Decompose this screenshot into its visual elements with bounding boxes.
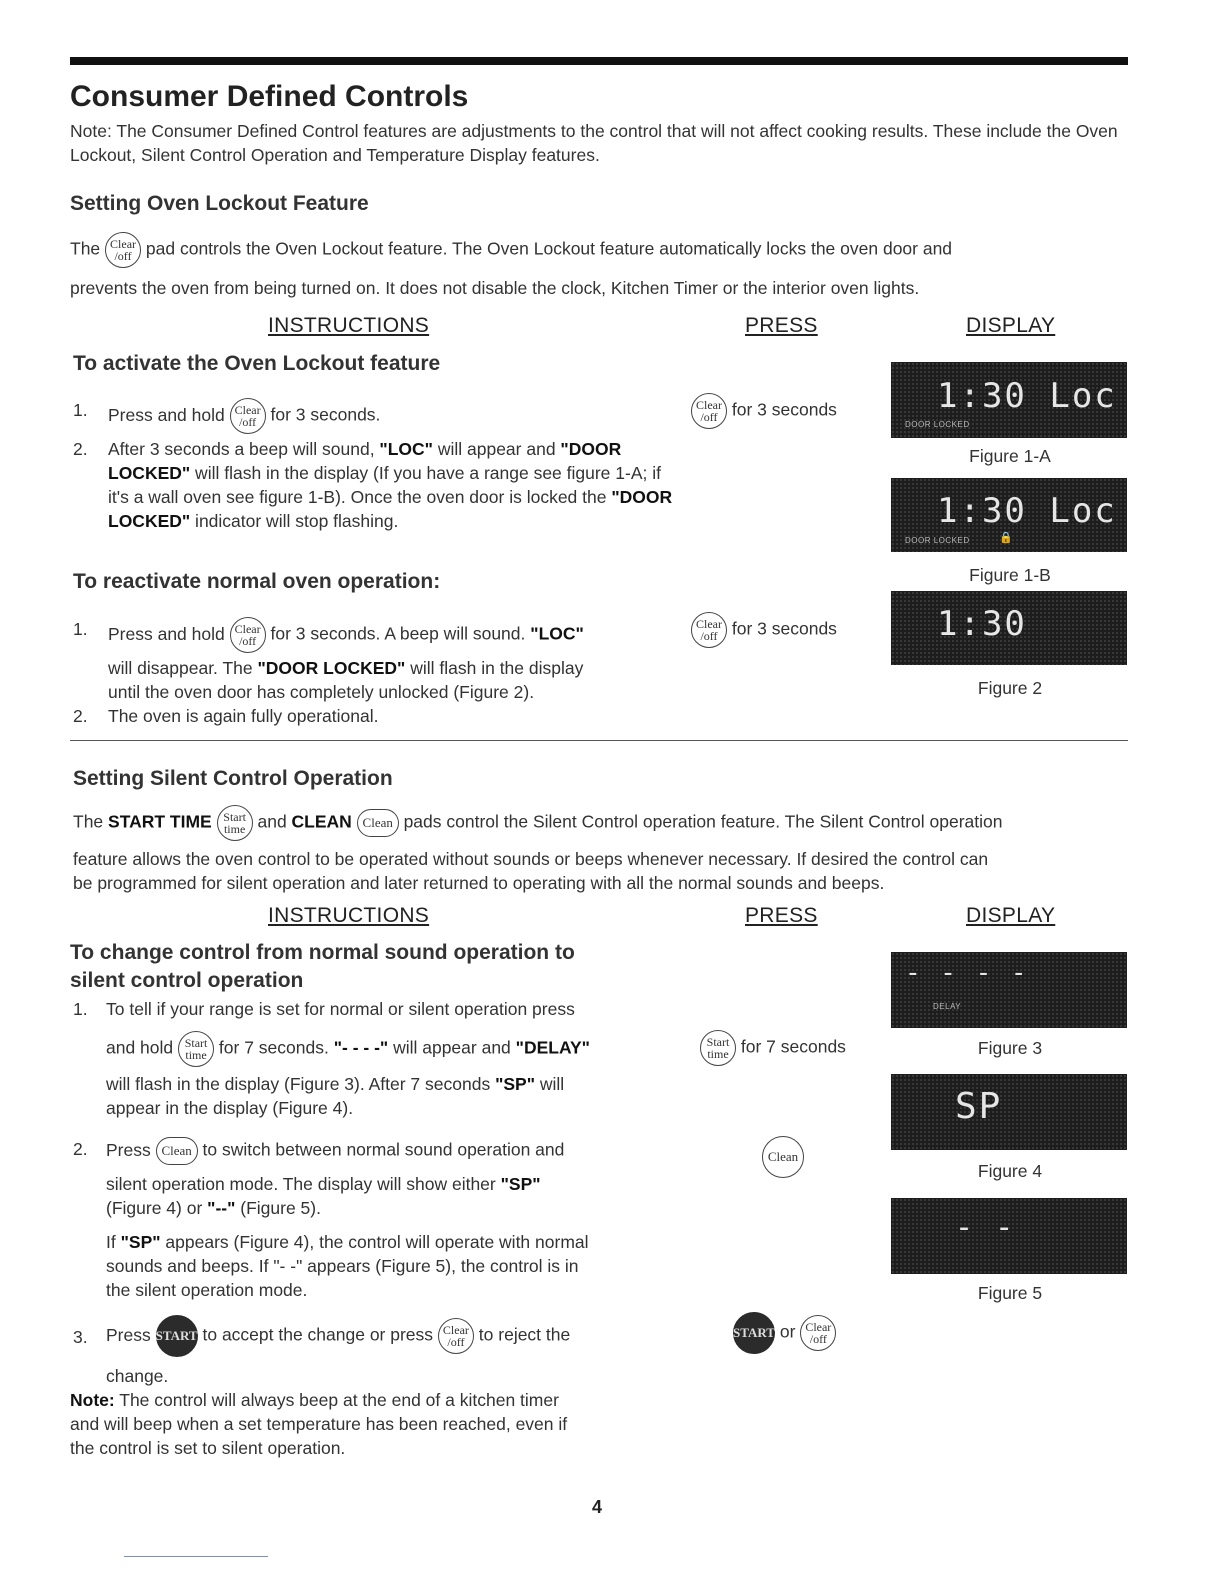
silent-step-2-if-line2: sounds and beeps. If "- -" appears (Figure 5), the control is in: [106, 1256, 579, 1276]
clean-pad-icon: Clean: [357, 809, 399, 837]
reactivate-step-2: 2. The oven is again fully operational.: [73, 706, 379, 726]
clean-pad-icon: Clean: [156, 1137, 198, 1165]
figure-4-caption: Figure 4: [977, 1161, 1043, 1181]
clear-off-pad-icon: Clear /off: [230, 617, 266, 653]
section1-para-line2: prevents the oven from being turned on. It does not disable the clock, Kitchen Timer or the interior oven lights.: [70, 278, 920, 298]
col-instructions-2: INSTRUCTIONS: [268, 904, 430, 927]
display-figure-5: - -: [891, 1198, 1127, 1274]
display-figure-1b: 1:30 Loc DOOR LOCKED 🔒: [891, 478, 1127, 552]
section2-para-line2: feature allows the oven control to be operated without sounds or beeps whenever necessary. If desired the control can: [73, 849, 989, 869]
reactivate-press: Clear /off for 3 seconds: [691, 612, 837, 648]
reactivate-step-1-line2: will disappear. The "DOOR LOCKED" will flash in the display: [108, 658, 584, 678]
start-time-pad-icon[interactable]: Start time: [700, 1030, 736, 1066]
silent-note-line3: the control is set to silent operation.: [70, 1438, 346, 1458]
top-rule: [70, 57, 1128, 65]
silent-step-1-line4: appear in the display (Figure 4).: [106, 1098, 354, 1118]
clear-off-pad-icon: Clear /off: [105, 232, 141, 268]
silent-step-3-line1: 3. Press START to accept the change or press Clear /off to reject the: [73, 1315, 570, 1357]
silent-step-1-line1: 1. To tell if your range is set for normal or silent operation press: [73, 999, 575, 1019]
activate-heading: To activate the Oven Lockout feature: [73, 352, 441, 375]
change-heading-1: To change control from normal sound operation to: [70, 941, 575, 964]
section2-para: The START TIME Start time and CLEAN Clean pads control the Silent Control operation feature. The Silent Control operation: [73, 805, 1003, 841]
figure-2-caption: Figure 2: [977, 678, 1043, 698]
activate-step-1: 1. Press and hold Clear /off for 3 seconds.: [73, 398, 673, 434]
col-press-2: PRESS: [745, 904, 818, 927]
silent-step-2-line1: 2. Press Clean to switch between normal sound operation and: [73, 1137, 564, 1165]
clean-pad-icon[interactable]: Clean: [762, 1136, 804, 1178]
footer-rule: [124, 1556, 268, 1557]
silent-step-1-line3: will flash in the display (Figure 3). After 7 seconds "SP" will: [106, 1074, 565, 1094]
section1-heading: Setting Oven Lockout Feature: [70, 192, 369, 215]
start-pad-icon: START: [156, 1315, 198, 1357]
page-number: 4: [592, 1497, 603, 1517]
clear-off-pad-icon[interactable]: Clear /off: [691, 393, 727, 429]
reactivate-step-1-line3: until the oven door has completely unlocked (Figure 2).: [108, 682, 535, 702]
activate-step-2: 2. After 3 seconds a beep will sound, "LOC" will appear and "DOOR LOCKED" will flash in the display (If you have a range see figure 1-A; if it's a wall oven see figure 1-B). Once the oven door is locked the "DOOR LOCKED" indicator will stop flashing.: [73, 439, 673, 531]
clear-off-pad-icon: Clear /off: [230, 398, 266, 434]
silent-note-line2: and will beep when a set temperature has been reached, even if: [70, 1414, 568, 1434]
silent-step-1-line2: and hold Start time for 7 seconds. "- - - -" will appear and "DELAY": [106, 1031, 590, 1067]
silent-note-line1: Note: The control will always beep at the end of a kitchen timer: [70, 1390, 559, 1410]
display-figure-2: 1:30: [891, 591, 1127, 665]
figure-5-caption: Figure 5: [977, 1283, 1043, 1303]
figure-1a-caption: Figure 1-A: [969, 446, 1051, 466]
clear-off-pad-icon[interactable]: Clear /off: [691, 612, 727, 648]
display-figure-1a: 1:30 Loc DOOR LOCKED: [891, 362, 1127, 438]
figure-3-caption: Figure 3: [977, 1038, 1043, 1058]
silent-step-2-if-line1: If "SP" appears (Figure 4), the control will operate with normal: [106, 1232, 589, 1252]
silent-step-2-if-line3: the silent operation mode.: [106, 1280, 308, 1300]
silent-press-3: START or Clear /off: [733, 1312, 836, 1354]
display-figure-3: - - - - DELAY: [891, 952, 1127, 1028]
section1-para: The Clear /off pad controls the Oven Lockout feature. The Oven Lockout feature automatically locks the oven door and: [70, 232, 952, 268]
lock-icon: 🔒: [999, 532, 1014, 544]
page-title: Consumer Defined Controls: [70, 80, 469, 113]
start-time-pad-icon: Start time: [178, 1031, 214, 1067]
change-heading-2: silent control operation: [70, 969, 304, 992]
silent-press-2: [762, 1136, 804, 1178]
silent-step-2-line2: silent operation mode. The display will show either "SP": [106, 1174, 541, 1194]
display-figure-4: SP: [891, 1074, 1127, 1150]
col-instructions: INSTRUCTIONS: [268, 314, 430, 337]
start-pad-icon[interactable]: START: [733, 1312, 775, 1354]
silent-press-1: Start time for 7 seconds: [700, 1030, 846, 1066]
clear-off-pad-icon: Clear /off: [438, 1318, 474, 1354]
silent-step-3-line2: change.: [106, 1366, 169, 1386]
col-press: PRESS: [745, 314, 818, 337]
section2-heading: Setting Silent Control Operation: [73, 767, 393, 790]
figure-1b-caption: Figure 1-B: [969, 565, 1051, 585]
clear-off-pad-icon[interactable]: Clear /off: [800, 1315, 836, 1351]
reactivate-heading: To reactivate normal oven operation:: [73, 570, 441, 593]
col-display: DISPLAY: [966, 314, 1056, 337]
section2-para-line3: be programmed for silent operation and later returned to operating with all the normal sounds and beeps.: [73, 873, 885, 893]
col-display-2: DISPLAY: [966, 904, 1056, 927]
reactivate-step-1: 1. Press and hold Clear /off for 3 seconds. A beep will sound. "LOC": [73, 617, 693, 653]
intro-note: Note: The Consumer Defined Control features are adjustments to the control that will not affect cooking results. These include the Oven Lockout, Silent Control Operation and Temperature Display features.: [70, 121, 1118, 165]
start-time-pad-icon: Start time: [217, 805, 253, 841]
section-divider: [70, 740, 1128, 741]
silent-step-2-line3: (Figure 4) or "--" (Figure 5).: [106, 1198, 321, 1218]
activate-press: Clear /off for 3 seconds: [691, 393, 837, 429]
